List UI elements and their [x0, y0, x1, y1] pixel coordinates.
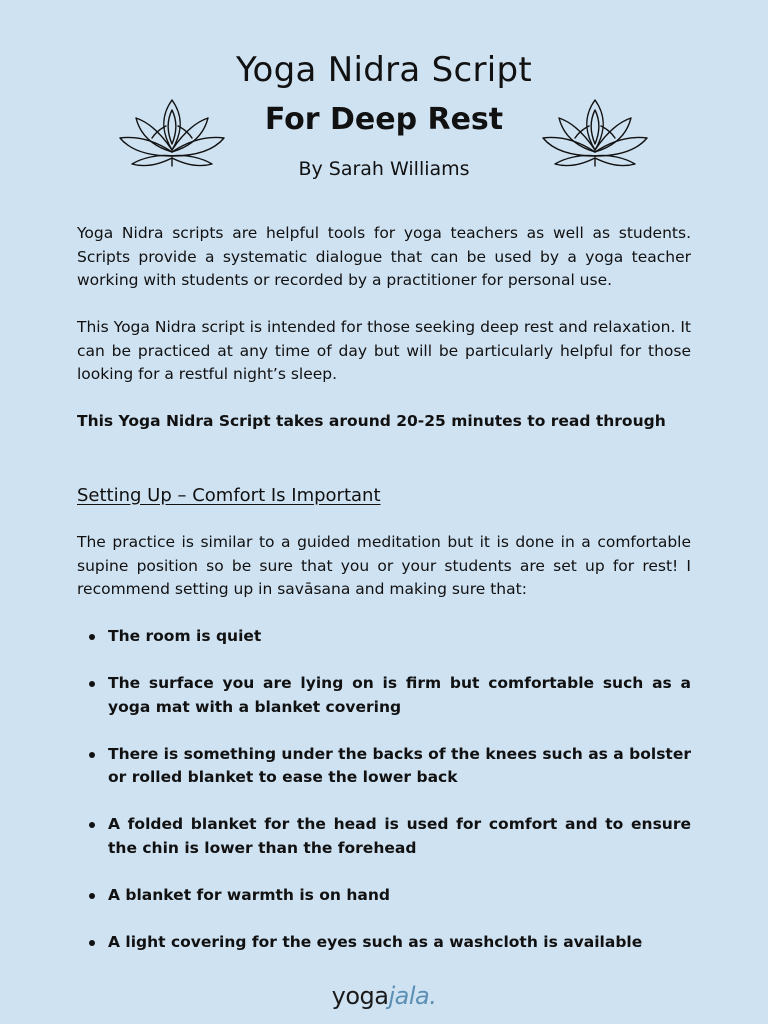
- list-item-text: The room is quiet: [108, 627, 262, 645]
- list-item-text: There is something under the backs of the knees such as a bolster or rolled blanket to ease the lower back: [108, 744, 691, 786]
- list-item-text: A blanket for warmth is on hand: [108, 885, 390, 904]
- author-byline: By Sarah Williams: [298, 158, 470, 180]
- bullet-icon: [89, 752, 95, 758]
- purpose-paragraph: This Yoga Nidra script is intended for those seeking deep rest and relaxation. It can be practiced at any time of day but will be particularly helpful for those looking for a restful night’s sleep.: [77, 318, 691, 383]
- bullet-icon: [89, 681, 95, 687]
- page-subtitle: For Deep Rest: [264, 102, 504, 137]
- brand-logo: [0, 982, 768, 1010]
- list-item: [77, 743, 691, 790]
- bullet-icon: [89, 940, 95, 946]
- list-item: [77, 672, 691, 719]
- lotus-icon: [114, 92, 230, 174]
- logo-part-jala: jala.: [388, 982, 437, 1010]
- list-item: [77, 884, 691, 908]
- list-item: [77, 813, 691, 860]
- list-item: [77, 625, 691, 649]
- page-title: Yoga Nidra Script: [235, 50, 533, 90]
- logo-part-yoga: yoga: [331, 982, 389, 1010]
- requirements-list: [77, 625, 691, 954]
- list-item: [77, 931, 691, 955]
- section-heading: Setting Up – Comfort Is Important: [77, 484, 381, 506]
- section-paragraph: The practice is similar to a guided meditation but it is done in a comfortable supine position so be sure that you or your students are set up for rest! I recommend setting up in savāsana and making sure that:: [77, 533, 691, 598]
- bullet-icon: [89, 893, 95, 899]
- lotus-icon: [537, 92, 653, 174]
- document-body: [77, 222, 691, 978]
- duration-note: This Yoga Nidra Script takes around 20-25 minutes to read through: [77, 412, 666, 430]
- bullet-icon: [89, 822, 95, 828]
- intro-paragraph: Yoga Nidra scripts are helpful tools for yoga teachers as well as students. Scripts provide a systematic dialogue that can be used by a yoga teacher working with students or recorded by a practitioner for personal use.: [77, 224, 691, 289]
- list-item-text: A light covering for the eyes such as a washcloth is available: [108, 932, 643, 951]
- list-item-text: A folded blanket for the head is used for comfort and to ensure the chin is lower than the forehead: [108, 815, 691, 857]
- list-item-text: The surface you are lying on is firm but comfortable such as a yoga mat with a blanket covering: [108, 674, 691, 716]
- bullet-icon: [89, 634, 95, 640]
